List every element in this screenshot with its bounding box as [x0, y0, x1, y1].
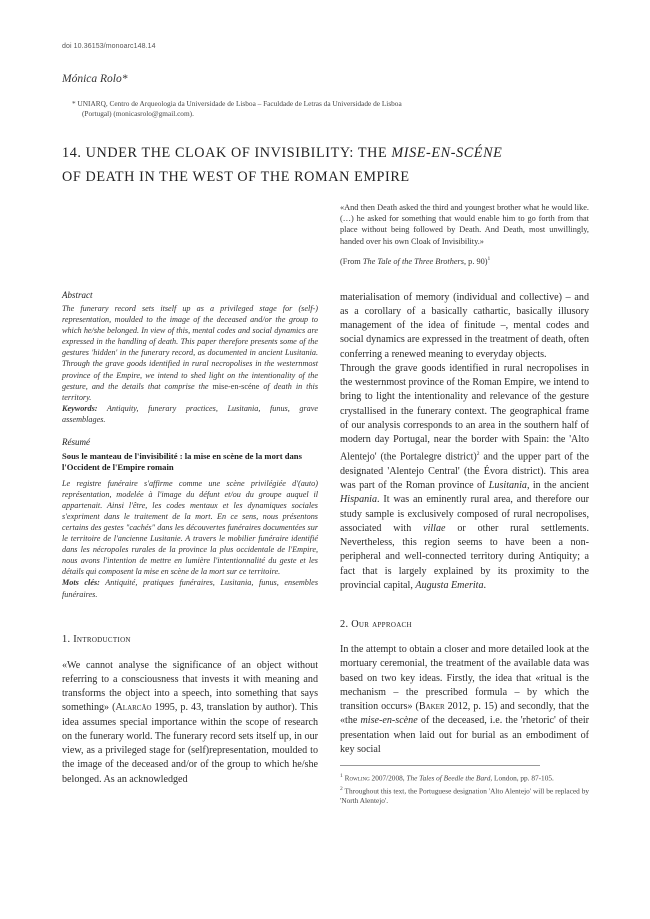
footnote-2-number: 2: [340, 785, 343, 792]
chapter-title-line-1: [62, 141, 602, 165]
chapter-title-line-2: OF DEATH IN THE WEST OF THE ROMAN EMPIRE: [62, 169, 410, 185]
footnote-2: [340, 784, 589, 806]
section-1-text: [62, 659, 318, 787]
footnote-1-text-a: 2007/2008,: [369, 773, 407, 783]
footnote-2-text: Throughout this text, the Portuguese designation 'Alto Alentejo' will be replaced by 'North Alentejo'.: [340, 786, 589, 806]
section-2-text-c: of the deceased, i.e. the 'rhetoric' of their presentation when laid out for burial as an embodiment of key social: [340, 715, 589, 755]
p2-text-a: Through the grave goods identified in rural necropolises in the westernmost province of the Roman Empire, we intend to bring to light the intentionality and relevance of the gesture crystallised in the funerary context. The geographical frame of our analysis corresponds to an area in the southern half of modern day Portugal, near the border with Spain: the 'Alto Alentejo' (the Portalegre district): [340, 362, 589, 463]
footnote-1-number: 1: [340, 773, 343, 780]
resume-keywords: [62, 577, 318, 599]
abstract-text: [62, 303, 318, 403]
footnote-ref-2[interactable]: 2: [476, 451, 480, 458]
mots-cles-list: Antiquité, pratiques funéraires, Lusitania, funus, ensembles funéraires.: [62, 578, 319, 599]
chapter-title: [62, 141, 602, 189]
term-hispania: Hispania: [340, 494, 378, 506]
section-2-text: [340, 643, 589, 757]
p2-text-b: and the upper part of the designated 'Alentejo Central' (the Évora district). This area was part of the Roman province of: [340, 451, 589, 492]
epigraph-source-title: The Tale of the Three Brothers: [362, 256, 465, 266]
section-2-text-b: 2012, p. 15) and secondly, that the «the: [340, 701, 589, 727]
affiliation-line-1: UNIARQ, Centro de Arqueologia da Universidade de Lisboa – Faculdade de Letras da Universidade de Lisboa: [77, 99, 402, 108]
resume-text: Le registre funéraire s'affirme comme une scène privilégiée d'(auto) représentation, modelée à l'image du défunt et/ou du groupe auquel il appartenait. Ainsi l'être, les codes mentaux et les dynamiques sociales s'expriment dans le traitement de la mort. En ce sens, nous présentons certains des gestes "cachés" dans les découvertes funéraires documentées sur le territoire de l'ancienne Lusitanie. A travers le mobilier funéraire identifié dans les nécropoles rurales de la province la plus occidentale de l'Empire, nous avons l'intention de mettre en lumière l'intentionnalité du geste et les détails qui composent la mise en scène de la mort sur ce territoire.: [62, 478, 318, 577]
keywords-list: Antiquity, funerary practices, Lusitania, funus, grave assemblages.: [62, 403, 318, 424]
citation-baker: Baker: [418, 701, 445, 713]
footnote-ref-1[interactable]: 1: [487, 255, 491, 262]
right-paragraph-2: [340, 362, 589, 593]
p2-text-f: .: [483, 579, 487, 591]
author-affiliation: [72, 99, 492, 119]
left-column: [62, 290, 318, 787]
mots-cles-label: Mots clés:: [62, 578, 100, 588]
abstract-text-a: The funerary record sets itself up as a privileged stage for (self-) representation, moulded to the image of the deceased and/or the group to which he/she belonged. In view of this, mental codes and social dynamics are expressed in the handling of death. This paper therefore presents some of the gestures 'hidden' in the funerary record, as documented in ancient Lusitania. Through the grave goods identified in rural necropolises in the westernmost province of the Empire, we intend to shed light on the intentionality of the gesture, and the details that comprise the: [62, 304, 318, 391]
epigraph-source-suffix: , p. 90): [464, 256, 488, 266]
citation-alarcao: Alarcão: [115, 702, 152, 714]
abstract-term: mise-en-scéne: [212, 381, 260, 391]
right-paragraph-1: materialisation of memory (individual and collective) – and as a corollary of a basically cathartic, basically illusory management of the idea of finitude –, mental codes and social dynamics are expressed in the treatment of death, often conferring a renewed meaning to everyday objects.: [340, 291, 589, 360]
epigraph-source: [340, 254, 589, 267]
term-augusta-emerita: Augusta Emerita: [415, 579, 484, 591]
resume-title: Sous le manteau de l'invisibilité : la mise en scène de la mort dans l'Occident de l'Empire romain: [62, 451, 302, 473]
section-1-heading: 1. Introduction: [62, 633, 131, 645]
epigraph-source-prefix: (From: [340, 256, 363, 266]
p2-text-c: , in the ancient: [526, 480, 589, 492]
section-2-heading: 2. Our approach: [340, 619, 412, 631]
term-lusitania: Lusitania: [488, 480, 527, 492]
chapter-title-prefix: 14. UNDER THE CLOAK OF INVISIBILITY: THE: [62, 145, 392, 161]
p2-text-e: or other rural settlements. Nevertheless, this region seems to have been a non-peripheral and well-connected territory during Antiquity; a fact that is largely explained by its proximity to the provincial capital,: [340, 522, 589, 591]
section-1-text-a: «We cannot analyse the significance of an object without referring to a consciousness that invests it with meaning and transforms the object into a speech, into something that says something» (: [62, 659, 318, 714]
term-villae: villae: [423, 522, 446, 534]
footnote-1-title: The Tales of Beedle the Bard: [406, 773, 491, 783]
p2-text-d: . It was an eminently rural area, and therefore our study sample is exclusively composed of rural necropolises, associated with: [340, 494, 589, 534]
footnote-1-author: Rowling: [344, 773, 370, 783]
right-column: [340, 202, 589, 806]
affiliation-line-2: (Portugal) (monicasrolo@gmail.com).: [82, 109, 194, 118]
resume-heading: Résumé: [62, 437, 90, 448]
chapter-title-italic: MISE-EN-SCÉNE: [391, 145, 503, 161]
doi-line: doi 10.36153/monoarc148.14: [62, 43, 156, 50]
abstract-heading: Abstract: [62, 290, 93, 300]
footnote-1-text-b: , London, pp. 87-105.: [490, 773, 554, 783]
keywords-label: Keywords:: [62, 403, 98, 413]
abstract-text-b: of death in this territory.: [62, 381, 319, 402]
footnote-1: [340, 771, 589, 783]
author-name: Mónica Rolo*: [62, 73, 128, 85]
epigraph-text: «And then Death asked the third and youngest brother what he would like. (…) he asked for something that would enable him to go forth from that place without being followed by Death. And Death, most unwillingly, handed over his own Cloak of Invisibility.»: [340, 203, 589, 246]
section-2-text-a: In the attempt to obtain a closer and more detailed look at the mortuary ceremonial, the treatment of the available data was based on two key ideas. Firstly, the idea that «ritual is the mechanism – the prescribed formula – by which the transition occurs» (: [340, 644, 589, 713]
abstract-keywords: [62, 403, 318, 425]
section-1-text-b: 1995, p. 43, translation by author). This idea assumes special importance within the scope of research on the funerary world. The funerary record sets itself up, in our view, as a privileged stage for (self)representation, moulded to the image of the deceased and/or of the group to which he/she belonged. As an acknowledged: [62, 702, 318, 785]
term-mise-en-scene: mise-en-scène: [360, 715, 418, 727]
affiliation-marker: *: [72, 99, 76, 108]
